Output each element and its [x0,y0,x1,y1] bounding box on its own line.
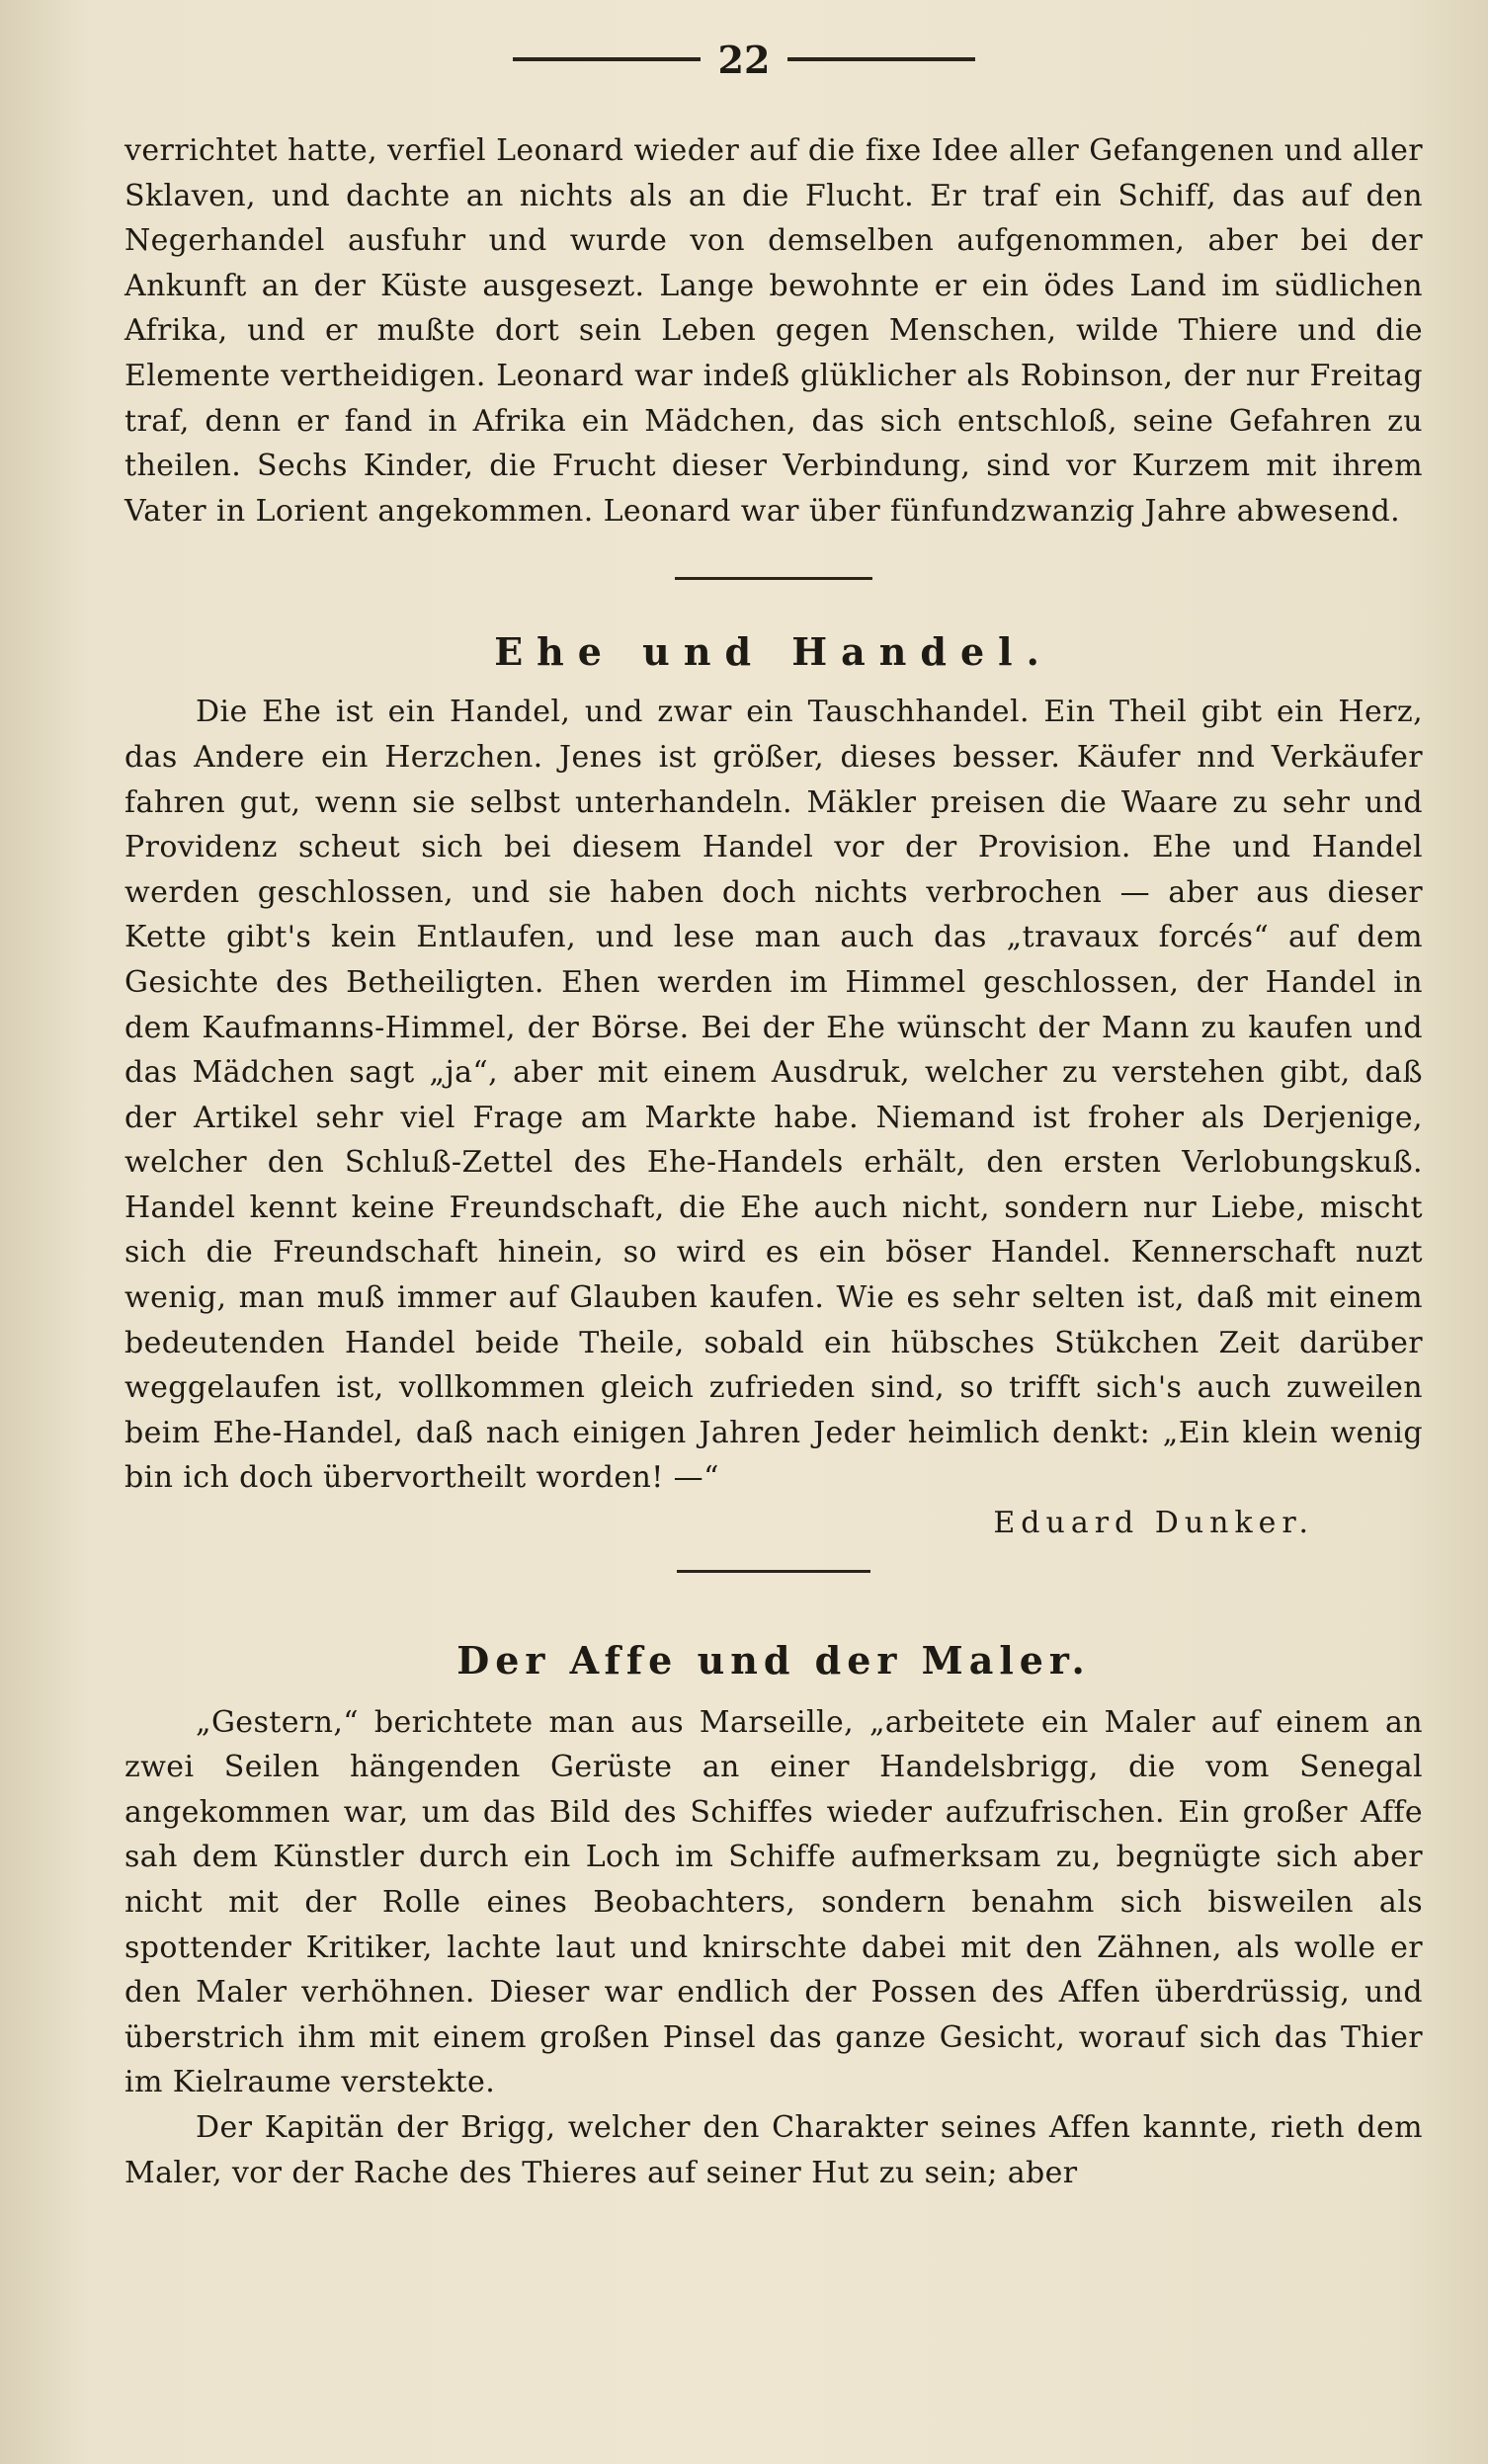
article-signature [124,1501,1423,1546]
article-title-ehe: Ehe und Handel. [494,629,1053,675]
article-author: Eduard Dunker. [993,1506,1314,1541]
header-rule-right [787,57,975,61]
page-number: 22 [717,37,771,82]
header-rule-left [513,57,701,61]
article-paragraph-2: Der Kapitän der Brigg, welcher den Charakter seines Affen kannte, rieth dem Maler, vor der Rache des Thieres auf seiner Hut zu sein; aber [124,2109,1423,2190]
page-header [65,38,1423,81]
article-title-affe: Der Affe und der Maler. [456,1637,1091,1683]
article-body-ehe: Die Ehe ist ein Handel, und zwar ein Tauschhandel. Ein Theil gibt ein Herz, das Andere ein Herzchen. Jenes ist größer, dieses besser. Käufer nnd Verkäufer fahren gut, wenn sie selbst unterhandeln. Mäkler preisen die Waare zu sehr und Providenz scheut sich bei diesem Handel vor der Provision. Ehe und Handel werden geschlossen, und sie haben doch nichts verbrochen — aber aus dieser Kette gibt's kein Entlaufen, und lese man auch das „travaux forcés“ auf dem Gesichte des Betheiligten. Ehen werden im Himmel geschlossen, der Handel in dem Kaufmanns-Himmel, der Börse. Bei der Ehe wünscht der Mann zu kaufen und das Mädchen sagt „ja“, aber mit einem Ausdruk, welcher zu verstehen gibt, daß der Artikel sehr viel Frage am Markte habe. Niemand ist froher als Derjenige, welcher den Schluß-Zettel des Ehe-Handels erhält, den ersten Verlobungskuß. Handel kennt keine Freundschaft, die Ehe auch nicht, sondern nur Liebe, mischt sich die Freundschaft hinein, so wird es ein böser Handel. Kennerschaft nuzt wenig, man muß immer auf Glauben kaufen. Wie es sehr selten ist, daß mit einem bedeutenden Handel beide Theile, sobald ein hübsches Stükchen Zeit darüber weggelaufen ist, vollkommen gleich zufrieden sind, so trifft sich's auch zuweilen beim Ehe-Handel, daß nach einigen Jahren Jeder heimlich denkt: „Ein klein wenig bin ich doch übervortheilt worden! —“ [124,695,1423,1496]
section-divider [677,1570,870,1573]
continuation-paragraph: verrichtet hatte, verfiel Leonard wieder auf die fixe Idee aller Gefangenen und aller Sklaven, und dachte an nichts als an die Flucht. Er traf ein Schiff, das auf den Negerhandel ausfuhr und wurde von demselben aufgenommen, aber bei der Ankunft an der Küste ausgesezt. Lange bewohnte er ein ödes Land im südlichen Afrika, und er mußte dort sein Leben gegen Menschen, wilde Thiere und die Elemente vertheidigen. Leonard war indeß glüklicher als Robinson, der nur Freitag traf, denn er fand in Afrika ein Mädchen, das sich entschloß, seine Gefahren zu theilen. Sechs Kinder, die Frucht dieser Verbindung, sind vor Kurzem mit ihrem Vater in Lorient angekommen. Leonard war über fünfundzwanzig Jahre abwesend. [124,133,1423,529]
article-paragraph-1: „Gestern,“ berichtete man aus Marseille, „arbeitete ein Maler auf einem an zwei Seilen hängenden Gerüste an einer Handelsbrigg, die vom Senegal angekommen war, um das Bild des Schiffes wieder aufzufrischen. Ein großer Affe sah dem Künstler durch ein Loch im Schiffe aufmerksam zu, begnügte sich aber nicht mit der Rolle eines Beobachters, sondern benahm sich bisweilen als spottender Kritiker, lachte laut und knirschte dabei mit den Zähnen, als wolle er den Maler verhöhnen. Dieser war endlich der Possen des Affen überdrüssig, und überstrich ihm mit einem großen Pinsel das ganze Gesicht, worauf sich das Thier im Kielraume verstekte. [124,1704,1423,2100]
section-divider [675,577,872,580]
